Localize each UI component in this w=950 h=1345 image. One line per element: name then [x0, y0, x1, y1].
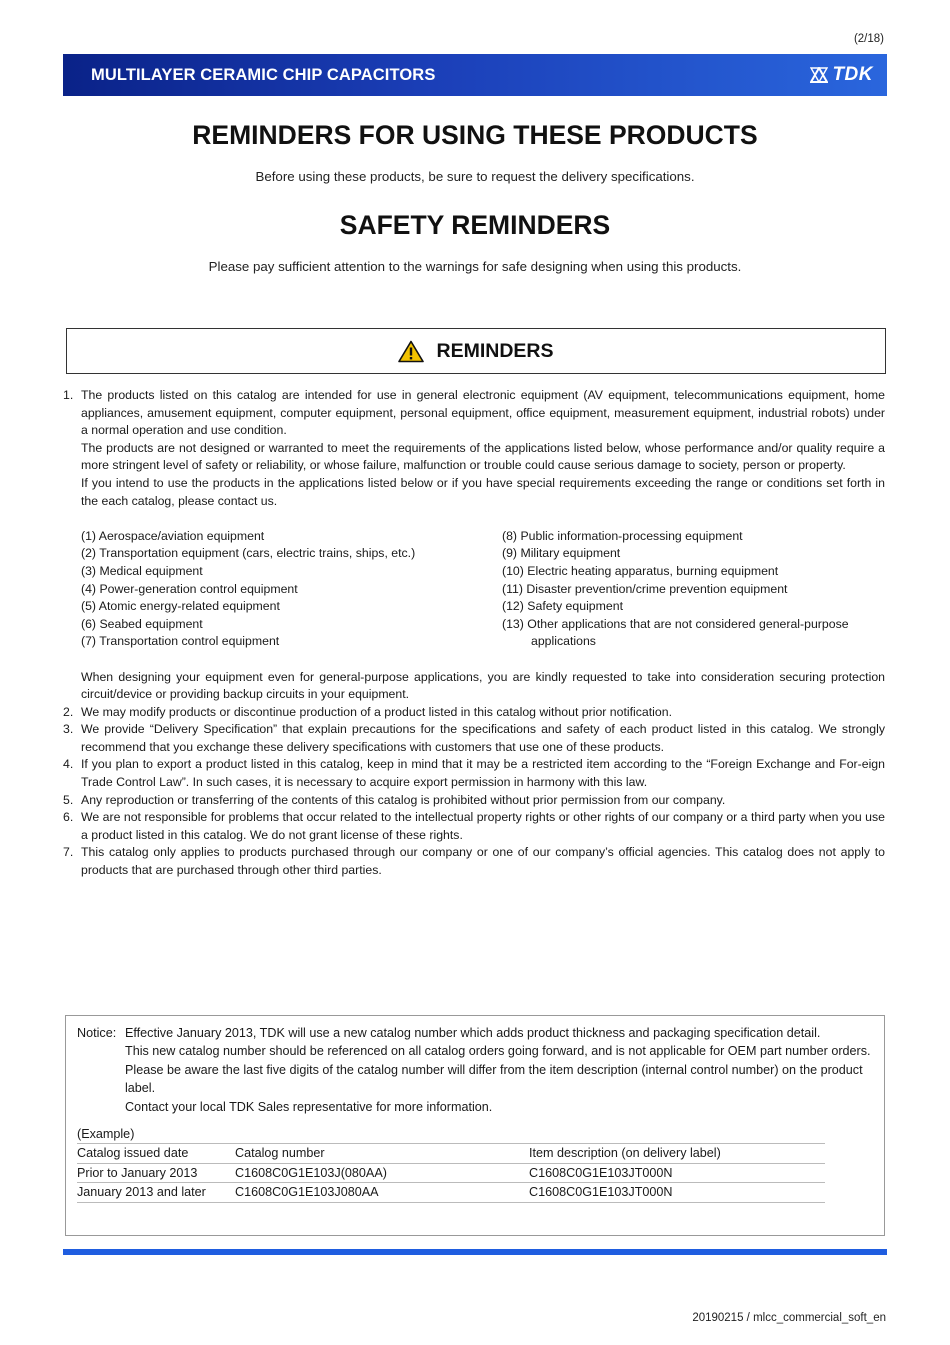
reminders-list — [63, 387, 885, 880]
main-subtitle: Before using these products, be sure to request the delivery specifications. — [255, 169, 695, 184]
notice-box — [65, 1015, 885, 1236]
list-item — [63, 721, 885, 756]
table-cell: C1608C0G1E103JT000N — [529, 1183, 825, 1202]
safety-subtitle: Please pay sufficient attention to the warnings for safe designing when using this products. — [208, 259, 742, 274]
application-item-continued: applications — [531, 634, 596, 649]
notice-label: Notice: — [77, 1026, 117, 1040]
item-text: We provide “Delivery Specification” that explain precautions for the specifications and safety of each product listed in this catalog. We strongly recommend that you exchange these delivery specifications with customers that use one of these products. — [81, 722, 885, 754]
item-text: Any reproduction or transferring of the contents of this catalog is prohibited without prior permission from our company. — [81, 792, 726, 807]
table-row — [77, 1183, 825, 1202]
notice-text: This new catalog number should be referenced on all catalog orders going forward, and is not applicable for OEM part number orders. — [125, 1044, 871, 1059]
list-item — [63, 704, 885, 722]
list-item — [63, 756, 885, 791]
notice-text: Please be aware the last five digits of the catalog number will differ from the item description (internal control number) on the product label. — [125, 1062, 863, 1096]
item-number: 7. — [63, 845, 74, 860]
catalog-number-table — [77, 1143, 825, 1202]
application-item: (10) Electric heating apparatus, burning equipment — [502, 563, 779, 578]
tdk-logo — [810, 64, 873, 86]
item-paragraph: If you intend to use the products in the applications listed below or if you have special requirements exceeding the range or conditions set forth in the each catalog, please contact us. — [81, 475, 885, 508]
example-label: (Example) — [77, 1127, 135, 1142]
application-item: (1) Aerospace/aviation equipment — [81, 528, 265, 543]
application-item: (12) Safety equipment — [502, 599, 623, 614]
item-number: 5. — [63, 792, 74, 807]
list-item — [63, 809, 885, 844]
tdk-logo-icon — [810, 67, 828, 83]
reminders-heading: REMINDERS — [436, 339, 554, 362]
main-title: REMINDERS FOR USING THESE PRODUCTS — [192, 120, 758, 150]
item-text: We may modify products or discontinue production of a product listed in this catalog without prior notification. — [81, 704, 673, 719]
list-item — [63, 844, 885, 879]
item-number: 6. — [63, 810, 74, 825]
application-item: (13) Other applications that are not considered general-purpose — [502, 616, 849, 631]
column-header: Item description (on delivery label) — [529, 1144, 825, 1163]
table-header-row — [77, 1144, 825, 1163]
notice-text: Effective January 2013, TDK will use a new catalog number which adds product thickness and packaging specification detail. — [125, 1026, 821, 1040]
logo-text: TDK — [832, 64, 873, 85]
item-number: 1. — [63, 388, 74, 402]
header-banner — [63, 54, 887, 96]
application-item: (9) Military equipment — [502, 546, 621, 561]
application-item: (4) Power-generation control equipment — [81, 581, 298, 596]
page-number: (2/18) — [853, 33, 884, 45]
table-cell: Prior to January 2013 — [77, 1163, 235, 1182]
table-cell: C1608C0G1E103J080AA — [235, 1183, 529, 1202]
item-number: 3. — [63, 722, 74, 737]
table-cell: January 2013 and later — [77, 1183, 235, 1202]
item-number: 4. — [63, 757, 74, 772]
application-item: (3) Medical equipment — [81, 563, 203, 578]
list-item — [63, 792, 885, 810]
column-header: Catalog issued date — [77, 1144, 235, 1163]
item-paragraph: When designing your equipment even for general-purpose applications, you are kindly requested to take into consideration securing protection circuit/device or providing backup circuits in your equipment. — [81, 669, 885, 702]
application-item: (7) Transportation control equipment — [81, 634, 280, 649]
item-text: If you plan to export a product listed in this catalog, keep in mind that it may be a restricted item according to the “Foreign Exchange and For-eign Trade Control Law”. In such cases, it is necessary to acquire export permission in harmony with this law. — [81, 757, 885, 790]
footer-document-id: 20190215 / mlcc_commercial_soft_en — [692, 1312, 886, 1324]
reminders-box — [66, 328, 886, 374]
item-number: 2. — [63, 704, 74, 719]
notice-text: Contact your local TDK Sales representative for more information. — [125, 1099, 493, 1114]
table-cell: C1608C0G1E103JT000N — [529, 1163, 825, 1182]
item-text: We are not responsible for problems that occur related to the intellectual property rights or other rights of our company or a third party when you use a product listed in this catalog. We do not grant license of these rights. — [81, 810, 885, 842]
warning-icon — [398, 340, 424, 363]
table-row — [77, 1163, 825, 1182]
safety-title: SAFETY REMINDERS — [339, 210, 611, 240]
item-paragraph: The products listed on this catalog are intended for use in general electronic equipment (AV equipment, telecommunications equipment, home appliances, amusement equipment, computer equipment, personal equipment, office equipment, measurement equipment, industrial robots) under a normal operation and use condition. — [81, 388, 885, 438]
item-text: This catalog only applies to products purchased through our company or one of our company’s official agencies. This catalog does not apply to products that are purchased through other third parties. — [81, 845, 885, 878]
banner-title: MULTILAYER CERAMIC CHIP CAPACITORS — [91, 65, 436, 84]
item-paragraph: The products are not designed or warranted to meet the requirements of the applications listed below, whose performance and/or quality require a more stringent level of safety or reliability, or whose failure, malfunction or trouble could cause serious damage to society, person or property. — [81, 440, 885, 473]
application-item: (2) Transportation equipment (cars, electric trains, ships, etc.) — [81, 546, 416, 561]
list-item — [63, 387, 885, 704]
application-item: (8) Public information-processing equipment — [502, 528, 743, 543]
column-header: Catalog number — [235, 1144, 529, 1163]
application-item: (5) Atomic energy-related equipment — [81, 599, 280, 614]
bottom-divider — [63, 1249, 887, 1255]
application-item: (11) Disaster prevention/crime prevention equipment — [502, 581, 788, 596]
applications-list — [81, 528, 885, 651]
application-item: (6) Seabed equipment — [81, 616, 203, 631]
table-cell: C1608C0G1E103J(080AA) — [235, 1163, 529, 1182]
